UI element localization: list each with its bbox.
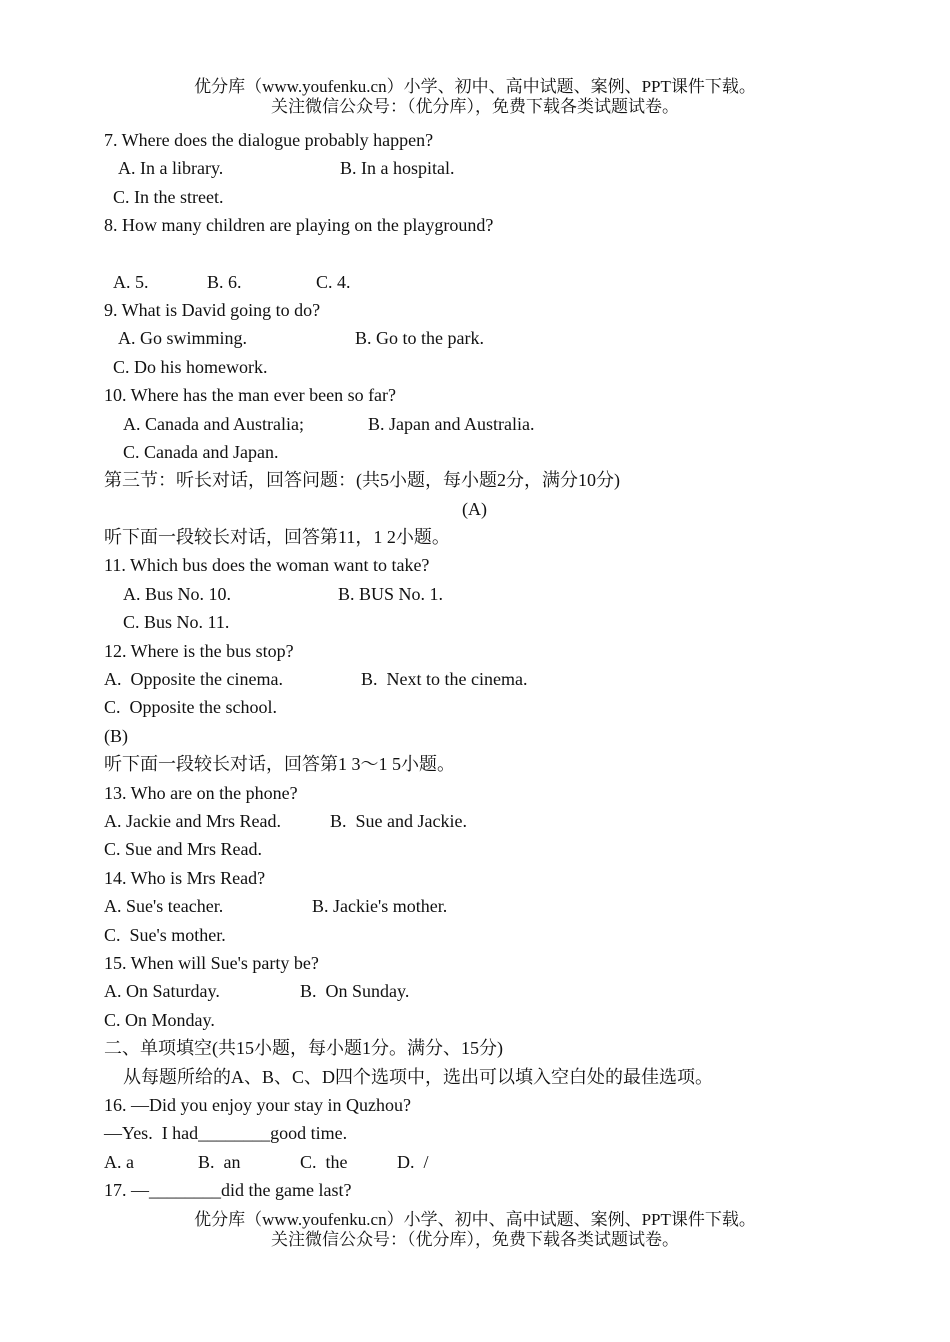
part-2-title: 二、单项填空(共15小题，每小题1分。满分、15分)	[104, 1038, 503, 1059]
q9-options-row	[104, 324, 864, 352]
q10-option-a: A. Canada and Australia;	[123, 413, 304, 434]
q14-option-a: A. Sue's teacher.	[104, 896, 224, 917]
q11-option-a: A. Bus No. 10.	[123, 583, 232, 604]
part-2-instruction-text: 从每题所给的A、B、C、D四个选项中，选出可以填入空白处的最佳选项。	[123, 1066, 714, 1087]
q10-option-c: C. Canada and Japan.	[123, 441, 279, 462]
q8-option-b: B. 6.	[207, 271, 242, 292]
page-header	[0, 77, 950, 117]
q10-option-b: B. Japan and Australia.	[368, 413, 535, 434]
page-footer	[0, 1210, 950, 1250]
part-a-label	[104, 495, 864, 523]
q15-options-row	[104, 977, 864, 1005]
q10-options-row-2	[104, 438, 864, 466]
q11-option-c: C. Bus No. 11.	[123, 612, 230, 633]
question-14: 14. Who is Mrs Read?	[104, 867, 266, 888]
q13-option-c: C. Sue and Mrs Read.	[104, 839, 262, 860]
question-16: 16. —Did you enjoy your stay in Quzhou?	[104, 1094, 411, 1115]
q7-option-b: B. In a hospital.	[340, 158, 455, 179]
q7-option-c: C. In the street.	[113, 186, 224, 207]
q9-options-row-2	[104, 353, 864, 381]
question-7: 7. Where does the dialogue probably happen?	[104, 130, 434, 150]
q8-option-a: A. 5.	[113, 271, 149, 292]
q7-options-row-2	[104, 183, 864, 211]
q15-option-c: C. On Monday.	[104, 1009, 215, 1030]
question-17: 17. —________did the game last?	[104, 1180, 352, 1201]
question-10: 10. Where has the man ever been so far?	[104, 385, 397, 406]
q13-options-row	[104, 807, 864, 835]
exam-content	[104, 126, 864, 1204]
part-b-intro: 听下面一段较长对话，回答第1 3～1 5小题。	[104, 754, 455, 775]
question-9: 9. What is David going to do?	[104, 299, 321, 320]
q16-option-d: D. /	[397, 1151, 429, 1172]
q12-option-a: A. Opposite the cinema.	[104, 669, 283, 690]
q9-option-c: C. Do his homework.	[113, 356, 268, 377]
q9-option-a: A. Go swimming.	[118, 328, 248, 349]
q15-option-b: B. On Sunday.	[300, 981, 410, 1002]
q16-options-row	[104, 1148, 864, 1176]
header-line-2: 关注微信公众号：（优分库），免费下载各类试题试卷。	[271, 97, 679, 116]
question-12: 12. Where is the bus stop?	[104, 640, 294, 661]
q12-options-row	[104, 665, 864, 693]
q10-options-row	[104, 410, 864, 438]
part-b-label: (B)	[104, 725, 128, 746]
q11-options-row-2	[104, 608, 864, 636]
question-11: 11. Which bus does the woman want to take?	[104, 555, 430, 576]
q11-option-b: B. BUS No. 1.	[338, 583, 444, 604]
q13-option-b: B. Sue and Jackie.	[330, 810, 467, 831]
part-2-instruction	[104, 1063, 864, 1091]
header-line-1: 优分库（www.youfenku.cn）小学、初中、高中试题、案例、PPT课件下载。	[194, 77, 756, 96]
q12-option-b: B. Next to the cinema.	[361, 669, 528, 690]
q7-options-row	[104, 154, 864, 182]
footer-line-1: 优分库（www.youfenku.cn）小学、初中、高中试题、案例、PPT课件下载。	[194, 1210, 756, 1229]
footer-line-2: 关注微信公众号：（优分库），免费下载各类试题试卷。	[271, 1230, 679, 1249]
q14-option-c: C. Sue's mother.	[104, 924, 226, 945]
q14-options-row	[104, 892, 864, 920]
section-3-title: 第三节：听长对话，回答问题：(共5小题，每小题2分，满分10分)	[104, 470, 620, 491]
part-a-text: (A)	[462, 498, 487, 519]
q16-option-c: C. the	[300, 1151, 348, 1172]
q15-option-a: A. On Saturday.	[104, 981, 220, 1002]
q12-option-c: C. Opposite the school.	[104, 697, 277, 718]
q16-option-b: B. an	[198, 1151, 241, 1172]
q11-options-row	[104, 580, 864, 608]
question-15: 15. When will Sue's party be?	[104, 952, 319, 973]
q8-options-row	[104, 268, 864, 296]
question-13: 13. Who are on the phone?	[104, 782, 298, 803]
q7-option-a: A. In a library.	[118, 158, 224, 179]
q8-option-c: C. 4.	[316, 271, 351, 292]
q16-option-a: A. a	[104, 1151, 134, 1172]
blank-gap	[104, 240, 864, 268]
question-8: 8. How many children are playing on the playground?	[104, 215, 494, 236]
q14-option-b: B. Jackie's mother.	[312, 896, 448, 917]
part-a-intro: 听下面一段较长对话，回答第11，1 2小题。	[104, 527, 450, 548]
q13-option-a: A. Jackie and Mrs Read.	[104, 810, 281, 831]
q16-response: —Yes. I had________good time.	[104, 1123, 348, 1144]
q9-option-b: B. Go to the park.	[355, 328, 484, 349]
